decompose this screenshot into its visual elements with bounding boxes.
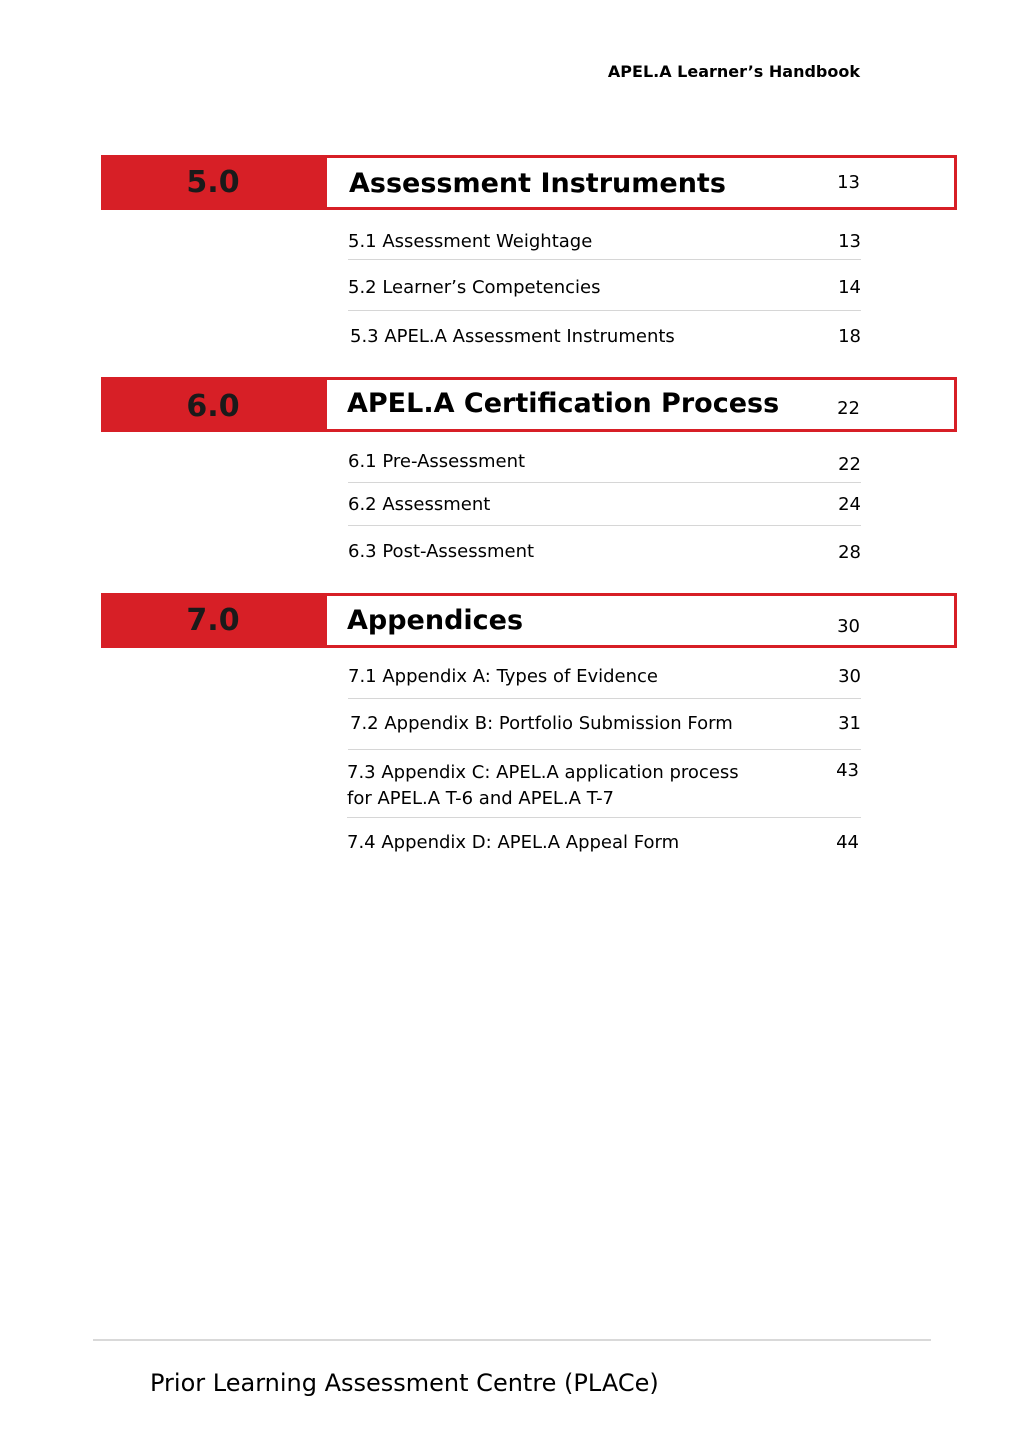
section-page-number: 30 [837,616,860,637]
section-title: Appendices [347,605,524,636]
toc-entry-page: 22 [838,454,861,475]
toc-section-7[interactable] [101,593,957,864]
toc-entry-page: 30 [838,666,861,687]
section-title-box [327,593,957,648]
toc-entry-label: 5.1 Assessment Weightage [348,231,593,252]
toc-entry[interactable] [348,154,861,260]
toc-entry-label: 7.4 Appendix D: APEL.A Appeal Form [347,832,680,853]
toc-entry[interactable] [348,526,861,576]
section-title-box [327,377,957,432]
section-header[interactable] [101,593,957,648]
toc-entry-page: 31 [838,713,861,734]
toc-entry[interactable] [348,432,861,483]
toc-section-6[interactable] [101,377,957,576]
toc-entry-page: 13 [838,231,861,252]
section-number: 5.0 [101,155,327,210]
toc-entry[interactable] [348,699,861,750]
section-title: APEL.A Certification Process [347,388,780,419]
toc-entry-page: 14 [838,277,861,298]
toc-entry[interactable] [348,648,861,699]
toc-entry-label: 6.2 Assessment [348,494,491,515]
toc-entry[interactable] [348,311,861,361]
toc-entry[interactable] [348,260,861,311]
toc-entry[interactable] [348,483,861,526]
toc-entries [348,432,861,576]
toc-entry-label: 7.2 Appendix B: Portfolio Submission Form [350,713,733,734]
section-page-number: 22 [837,398,860,419]
toc-section-5[interactable] [101,155,957,361]
section-header[interactable] [101,377,957,432]
section-title: Assessment Instruments [349,168,726,199]
toc-entries [348,648,861,864]
toc-entry-page: 44 [836,832,859,853]
toc-entry-label: 5.2 Learner’s Competencies [348,277,601,298]
toc-entry-label: 6.1 Pre-Assessment [348,451,526,472]
toc-entry-page: 18 [838,326,861,347]
toc-entry-label: 7.3 Appendix C: APEL.A application process for APEL.A T-6 and APEL.A T-7 [347,762,739,809]
footer-organization: Prior Learning Assessment Centre (PLACe) [150,1369,659,1397]
toc-entry-page: 43 [836,760,859,781]
handbook-title: APEL.A Learner’s Handbook [607,62,860,81]
section-page-number: 13 [837,172,860,193]
toc-entry[interactable] [347,818,861,864]
toc-entry-label: 5.3 APEL.A Assessment Instruments [350,326,675,347]
section-number: 7.0 [101,593,327,648]
toc-entry-label: 6.3 Post-Assessment [348,541,535,562]
toc-entry-label: 7.1 Appendix A: Types of Evidence [348,666,658,687]
footer-divider [93,1339,931,1341]
section-number: 6.0 [101,377,327,432]
toc-entry[interactable] [347,750,861,818]
toc-entries [348,154,861,361]
toc-entry-page: 28 [838,542,861,563]
toc-entry-page: 24 [838,494,861,515]
